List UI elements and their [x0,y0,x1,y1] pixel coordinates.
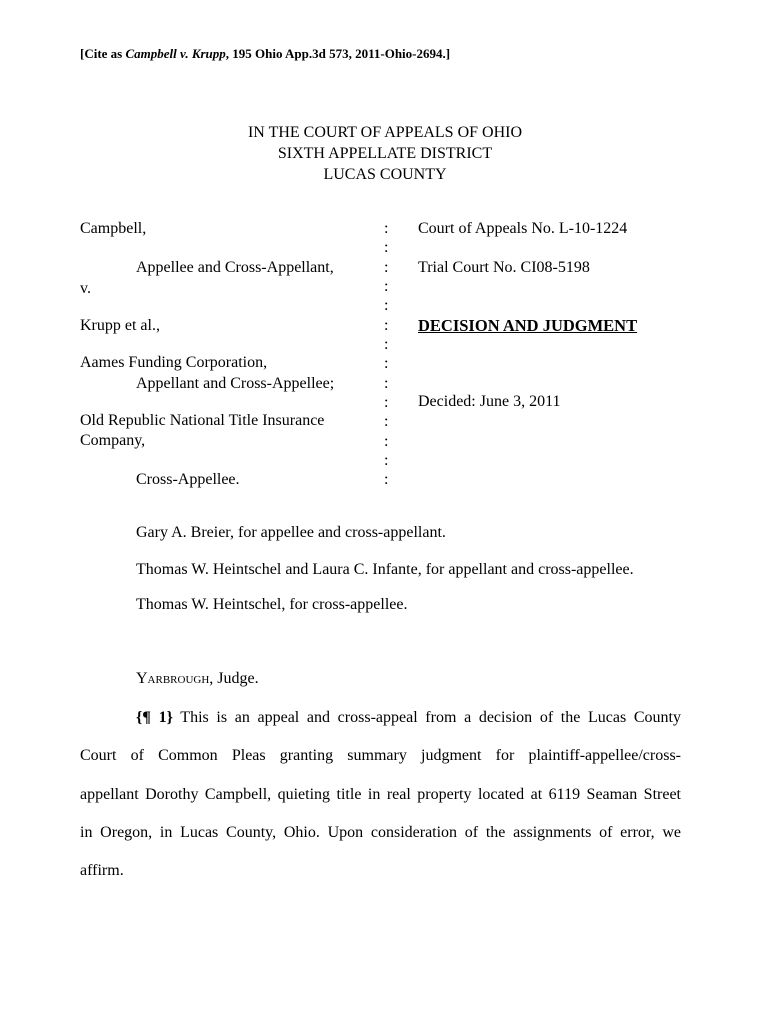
separator: : [384,452,389,469]
citation-header [80,46,450,62]
party-aames: Aames Funding Corporation, [80,354,268,371]
counsel-line: Thomas W. Heintschel, for cross-appellee. [136,596,408,613]
separator: : [384,336,389,353]
separator: : [384,239,389,256]
citation-case-name: Campbell v. Krupp [125,46,226,61]
court-name: IN THE COURT OF APPEALS OF OHIO [247,124,523,141]
counsel-line: Thomas W. Heintschel and Laura C. Infante, for appellant and cross-appellee. [136,561,634,578]
decided-date: Decided: June 3, 2011 [418,393,561,410]
party-aames-role: Appellant and Cross-Appellee; [136,375,335,392]
separator: : [384,471,389,488]
separator: : [384,355,389,372]
judge-line [136,670,259,688]
opinion-line: Court of Common Pleas granting summary judgment for plaintiff-appellee/cross- [80,747,681,764]
trial-number: Trial Court No. CI08-5198 [418,259,590,276]
separator: : [384,278,389,295]
opinion-text: This is an appeal and cross-appeal from a decision of the Lucas County [172,709,682,726]
separator: : [384,220,389,237]
counsel-line: Gary A. Breier, for appellee and cross-appellant. [136,524,446,541]
judge-title: , Judge. [209,670,259,687]
party-krupp: Krupp et al., [80,317,160,334]
opinion-line: affirm. [80,862,124,879]
citation-prefix: [Cite as [80,46,126,61]
opinion-line: in Oregon, in Lucas County, Ohio. Upon consideration of the assignments of error, we [80,824,681,841]
separator: : [384,394,389,411]
versus: v. [80,280,91,297]
party-old-republic-role: Cross-Appellee. [136,471,240,488]
separator: : [384,413,389,430]
party-campbell-role: Appellee and Cross-Appellant, [136,259,334,276]
separator: : [384,259,389,276]
court-county: LUCAS COUNTY [323,166,447,183]
party-old-republic-cont: Company, [80,432,146,449]
party-campbell: Campbell, [80,220,147,237]
separator: : [384,433,389,450]
paragraph-mark: {¶ 1} [136,709,173,726]
separator: : [384,375,389,392]
court-district: SIXTH APPELLATE DISTRICT [277,145,493,162]
opinion-line: appellant Dorothy Campbell, quieting title in real property located at 6119 Seaman Street [80,786,681,803]
appeals-number: Court of Appeals No. L-10-1224 [418,220,628,237]
judge-name: Yarbrough [136,670,210,687]
separator: : [384,317,389,334]
party-old-republic: Old Republic National Title Insurance [80,412,325,429]
decision-heading: DECISION AND JUDGMENT [418,316,638,335]
citation-suffix: , 195 Ohio App.3d 573, 2011-Ohio-2694.] [225,46,451,61]
opinion-line [136,709,681,727]
separator: : [384,297,389,314]
